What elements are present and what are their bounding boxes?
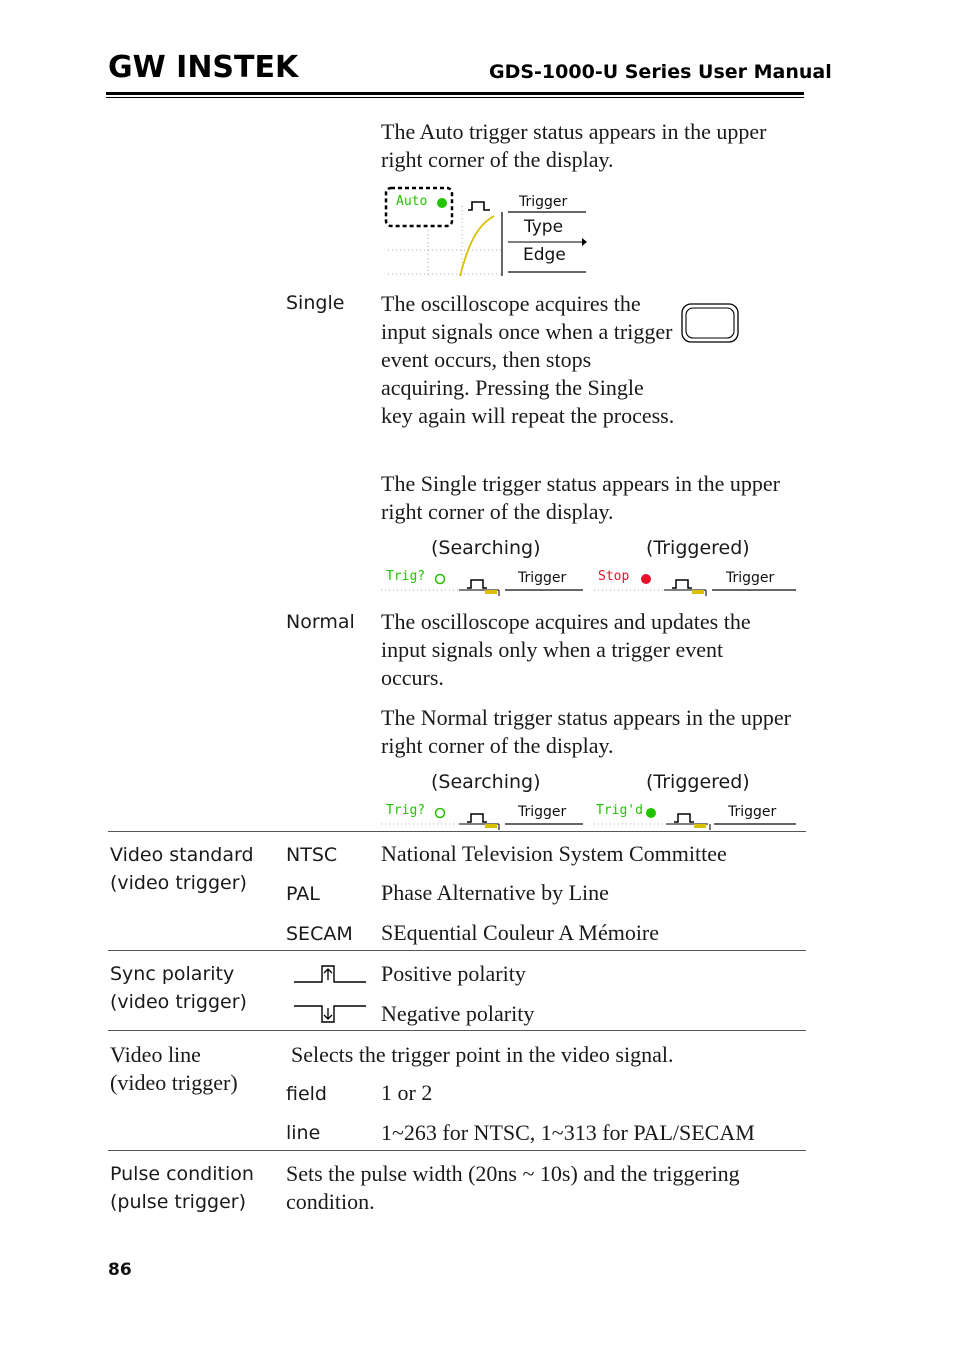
video-line-label-line1: Video line [110,1042,201,1067]
single-key-icon [681,303,739,343]
video-line-value-field: 1 or 2 [381,1080,433,1105]
divider-sync-polarity [108,950,806,951]
normal-triggered-caption: (Triggered) [646,771,750,793]
normal-searching-caption: (Searching) [431,771,541,793]
pulse-condition-desc: Sets the pulse width (20ns ~ 10s) and the triggering condition. [286,1161,740,1214]
negative-polarity-icon [292,1002,368,1026]
single-triggered-status: Stop [598,569,630,584]
normal-triggered-status: Trig'd [596,803,643,818]
auto-menu-title: Trigger [519,194,568,210]
single-triggered-caption: (Triggered) [646,537,750,559]
normal-searching-strip [381,800,585,830]
video-standard-label [110,841,254,897]
auto-status-text: The Auto trigger status appears in the upper right corner of the display. [381,119,767,172]
normal-desc: The oscilloscope acquires and updates the input signals only when a trigger event occurs. [381,609,751,690]
divider-video-standard [108,831,806,832]
normal-triggered-menu-title: Trigger [728,804,777,820]
manual-title: GDS-1000-U Series User Manual [489,61,832,83]
video-standard-key-ntsc: NTSC [286,844,338,866]
single-triggered-strip [594,566,798,596]
single-searching-strip [381,566,585,596]
sync-polarity-label [110,960,247,1016]
pulse-condition-label-line2: (pulse trigger) [110,1191,246,1213]
pulse-condition-label-line1: Pulse condition [110,1163,254,1185]
negative-polarity-text: Negative polarity [381,1001,535,1026]
header-rule [106,92,804,95]
video-line-label-line2: (video trigger) [110,1070,238,1095]
video-standard-key-secam: SECAM [286,923,353,945]
video-standard-value-secam: SEquential Couleur A Mémoire [381,920,660,945]
auto-screen-image [384,186,594,278]
video-line-label [110,1041,238,1097]
normal-label: Normal [286,611,355,633]
divider-video-line [108,1030,806,1031]
video-line-key-field: field [286,1083,327,1105]
single-triggered-menu-title: Trigger [726,570,775,586]
positive-polarity-icon [292,962,368,986]
divider-pulse [108,1150,806,1151]
header-rule-thin [106,97,804,98]
video-standard-label-line1: Video standard [110,844,254,866]
video-line-desc: Selects the trigger point in the video signal. [291,1042,674,1067]
auto-menu-type: Type [524,217,564,237]
single-status-text: The Single trigger status appears in the upper right corner of the display. [381,471,780,524]
video-standard-label-line2: (video trigger) [110,872,247,894]
video-standard-key-pal: PAL [286,883,320,905]
single-searching-menu-title: Trigger [518,570,567,586]
single-searching-status: Trig? [386,569,426,584]
single-label: Single [286,292,345,314]
sync-polarity-label-line2: (video trigger) [110,991,247,1013]
auto-status-label: Auto [396,194,428,209]
page-number: 86 [108,1260,132,1280]
video-standard-value-ntsc: National Television System Committee [381,841,727,866]
single-desc: The oscilloscope acquires the input signals once when a trigger event occurs, then stops acquiring. Pressing the Single key again will repeat the process. [381,291,675,428]
positive-polarity-text: Positive polarity [381,961,526,986]
single-searching-caption: (Searching) [431,537,541,559]
pulse-condition-label [110,1160,254,1216]
normal-searching-menu-title: Trigger [518,804,567,820]
video-line-key-line: line [286,1122,321,1144]
normal-triggered-strip [594,800,798,830]
brand-logo: GW INSTEK [108,50,299,85]
video-standard-value-pal: Phase Alternative by Line [381,880,609,905]
sync-polarity-label-line1: Sync polarity [110,963,235,985]
auto-menu-edge: Edge [523,245,566,265]
normal-searching-status: Trig? [386,803,426,818]
video-line-value-line: 1~263 for NTSC, 1~313 for PAL/SECAM [381,1120,755,1145]
normal-status-text: The Normal trigger status appears in the upper right corner of the display. [381,705,791,758]
